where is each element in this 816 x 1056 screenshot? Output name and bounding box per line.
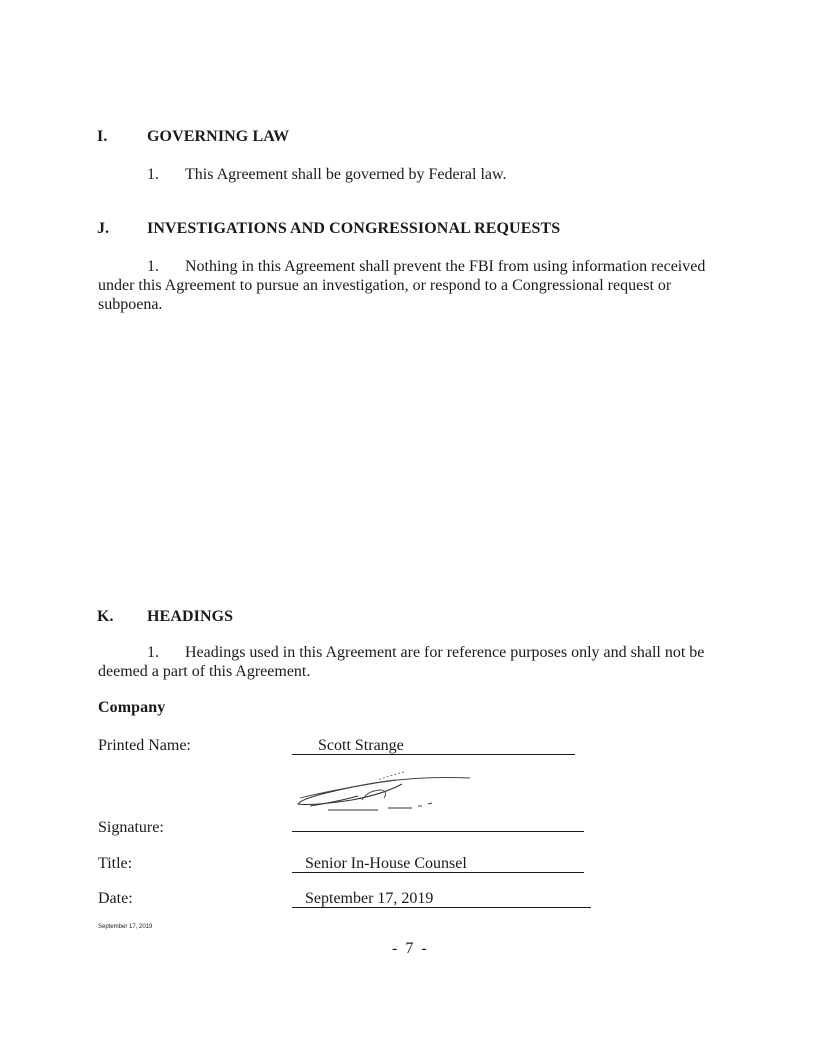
section-i-paragraph (147, 165, 507, 184)
signature-label: Signature: (98, 819, 164, 836)
section-j-title: INVESTIGATIONS AND CONGRESSIONAL REQUESTS (147, 220, 561, 237)
footer-date: September 17, 2019 (98, 924, 153, 930)
section-k-title: HEADINGS (147, 608, 234, 625)
date-value: September 17, 2019 (305, 890, 434, 907)
paragraph-number: 1. (147, 258, 159, 275)
paragraph-line: subpoena. (98, 296, 163, 313)
section-i-title: GOVERNING LAW (147, 128, 290, 145)
date-underline (292, 907, 591, 908)
title-underline (292, 872, 584, 873)
printed-name-label: Printed Name: (98, 737, 191, 754)
section-k-paragraph (98, 643, 738, 681)
paragraph-text: This Agreement shall be governed by Federal law. (185, 166, 507, 183)
printed-name-underline (292, 754, 575, 755)
section-j-paragraph (98, 257, 738, 314)
section-i-letter: I. (97, 128, 108, 145)
title-value: Senior In-House Counsel (305, 855, 467, 872)
paragraph-line: deemed a part of this Agreement. (98, 663, 311, 680)
title-label: Title: (98, 855, 133, 872)
paragraph-line: Nothing in this Agreement shall prevent the FBI from using information received (185, 258, 706, 275)
date-label: Date: (98, 890, 133, 907)
paragraph-line: under this Agreement to pursue an investigation, or respond to a Congressional request or (98, 277, 672, 294)
printed-name-value: Scott Strange (318, 737, 404, 754)
party-heading: Company (98, 699, 166, 716)
signature-underline (292, 831, 584, 832)
paragraph-number: 1. (147, 166, 159, 183)
page-number: - 7 - (392, 940, 429, 957)
section-j-letter: J. (97, 220, 110, 237)
paragraph-number: 1. (147, 644, 159, 661)
paragraph-line: Headings used in this Agreement are for reference purposes only and shall not be (185, 644, 705, 661)
section-k-letter: K. (97, 608, 114, 625)
handwritten-signature (292, 766, 482, 816)
